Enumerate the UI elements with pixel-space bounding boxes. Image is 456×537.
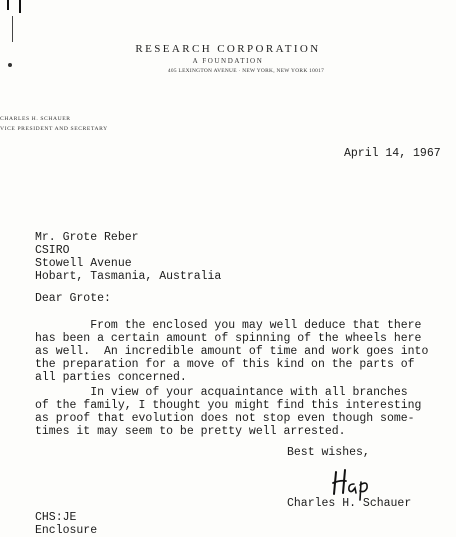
scan-mark-left <box>7 0 9 10</box>
organization-subtitle: A FOUNDATION <box>192 57 264 65</box>
organization-address: 405 LEXINGTON AVENUE · NEW YORK, NEW YORK 10017 <box>167 68 325 74</box>
sender-name: CHARLES H. SCHAUER <box>0 116 71 122</box>
body-line: From the enclosed you may well deduce that there <box>35 319 422 332</box>
recipient-line: CSIRO <box>35 244 70 257</box>
body-paragraph-1 <box>35 319 428 384</box>
salutation: Dear Grote: <box>35 292 111 305</box>
body-line: of the family, I thought you might find this interesting <box>35 399 422 412</box>
recipient-line: Mr. Grote Reber <box>35 231 139 244</box>
body-line: as proof that evolution does not stop even though some- <box>35 412 415 425</box>
scan-mark-right <box>19 0 21 13</box>
enclosure-note: Enclosure <box>35 524 98 537</box>
organization-name: RESEARCH CORPORATION <box>135 43 321 55</box>
recipient-address <box>35 231 221 283</box>
body-line: all parties concerned. <box>35 371 187 384</box>
letter-date: April 14, 1967 <box>344 147 441 160</box>
reference-initials: CHS:JE <box>35 511 77 524</box>
body-paragraph-2 <box>35 386 421 438</box>
body-line: has been a certain amount of spinning of the wheels here <box>35 332 422 345</box>
recipient-line: Stowell Avenue <box>35 257 132 270</box>
body-line: In view of your acquaintance with all branches <box>35 386 408 399</box>
body-line: as well. An incredible amount of time and work goes into <box>35 345 429 358</box>
recipient-line: Hobart, Tasmania, Australia <box>35 270 222 283</box>
scan-mark-vertical <box>12 16 13 42</box>
sender-title: VICE PRESIDENT AND SECRETARY <box>0 126 108 132</box>
reference-block <box>35 511 97 537</box>
signer-name: Charles H. Schauer <box>287 497 412 510</box>
body-line: the preparation for a move of this kind on the parts of <box>35 358 415 371</box>
closing: Best wishes, <box>287 446 370 459</box>
body-line: times it may seem to be pretty well arrested. <box>35 425 346 438</box>
